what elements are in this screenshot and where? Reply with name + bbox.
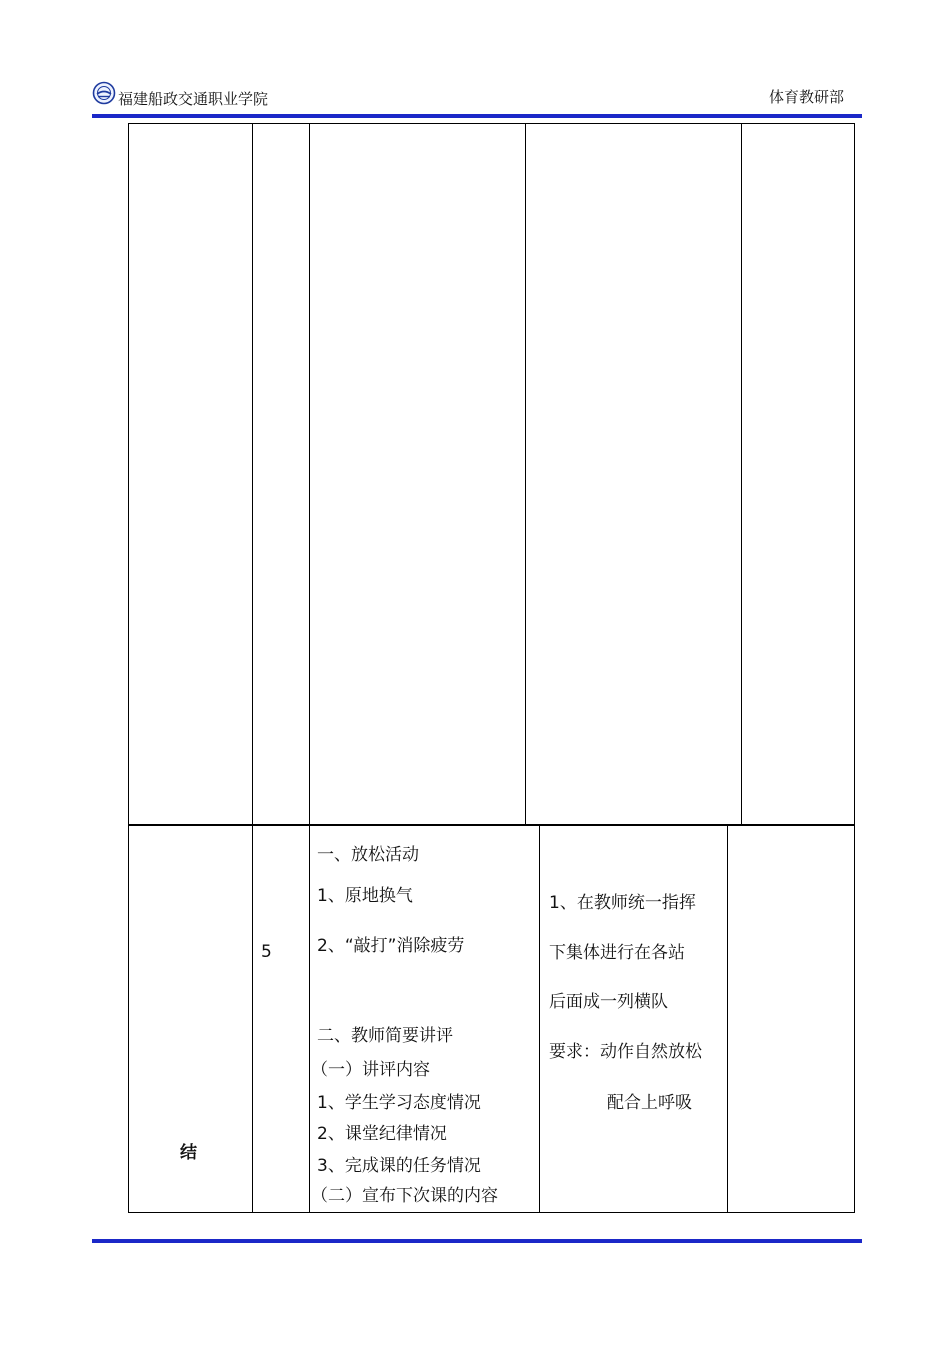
- column-divider: [252, 825, 253, 1212]
- column-divider: [309, 825, 310, 1212]
- content-line: 3、完成课的任务情况: [317, 1156, 481, 1176]
- column-divider: [525, 124, 526, 825]
- section-label: 结: [180, 1143, 197, 1163]
- content-line: 二、教师简要讲评: [317, 1026, 453, 1046]
- content-line: 1、原地换气: [317, 886, 413, 906]
- column-divider: [727, 825, 728, 1212]
- lesson-table-closing: [128, 824, 855, 1213]
- organization-line: 要求：动作自然放松: [549, 1042, 702, 1062]
- organization-line: 1、在教师统一指挥: [549, 893, 696, 913]
- column-divider: [309, 124, 310, 825]
- organization-line: 下集体进行在各站: [549, 943, 685, 963]
- organization-line: 后面成一列横队: [549, 992, 668, 1012]
- duration-minutes: 5: [261, 942, 272, 962]
- header-rule: [92, 114, 862, 118]
- department-name: 体育教研部: [768, 88, 844, 106]
- content-line: （二）宣布下次课的内容: [311, 1186, 498, 1206]
- footer-rule: [92, 1239, 862, 1243]
- school-name: 福建船政交通职业学院: [118, 90, 269, 108]
- content-line: （一）讲评内容: [311, 1060, 430, 1080]
- content-line: 2、课堂纪律情况: [317, 1124, 447, 1144]
- column-divider: [252, 124, 253, 825]
- content-line: 1、学生学习态度情况: [317, 1093, 481, 1113]
- school-logo-icon: [92, 81, 116, 105]
- column-divider: [539, 825, 540, 1212]
- content-line: 2、“敲打”消除疲劳: [317, 936, 465, 956]
- lesson-table-continued: [128, 123, 855, 826]
- content-line: 一、放松活动: [317, 845, 419, 865]
- organization-line: 配合上呼吸: [607, 1093, 692, 1113]
- page-header-left: [92, 76, 268, 109]
- column-divider: [741, 124, 742, 825]
